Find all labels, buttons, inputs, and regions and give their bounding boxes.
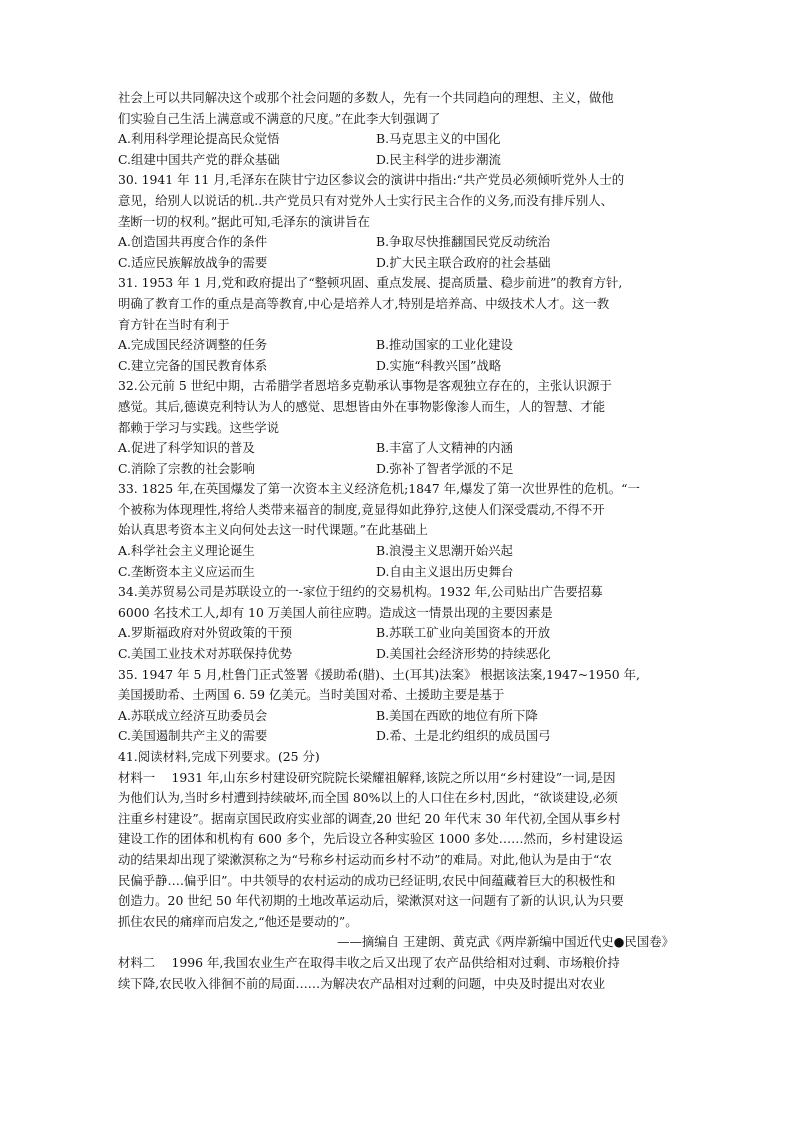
q35-option-b: B.美国在西欧的地位有所下降 <box>376 707 538 723</box>
q29-options-row-1 <box>118 129 678 150</box>
q33-options-row-2 <box>118 562 678 583</box>
q34-option-c: C.美国工业技术对苏联保持优势 <box>118 646 293 662</box>
q30-option-d: D.扩大民主联合政府的社会基础 <box>376 254 551 270</box>
q32-line-3: 都赖于学习与实践。这些学说 <box>118 419 280 435</box>
material1-line-5: 动的结果却出现了梁漱溟称之为“号称乡村运动而乡村不动”的难局。对此,他认为是由于“农 <box>118 851 612 867</box>
q35-option-a: A.苏联成立经济互助委员会 <box>118 707 268 723</box>
q33-option-c: C.垄断资本主义应运而生 <box>118 563 255 579</box>
q35-option-d: D.希、土是北约组织的成员国弓 <box>376 728 551 744</box>
q30-line-2: 意见，给别人以说话的机..共产党员只有对党外人士实行民主合作的义务,而没有排斥别人、 <box>118 192 614 208</box>
q34-line-2: 6000 名技术工人,却有 10 万美国人前往应聘。造成这一情景出现的主要因素是 <box>118 604 553 620</box>
q29-option-c: C.组建中国共产党的群众基础 <box>118 151 280 167</box>
q32-line-2: 感觉。其后,德谟克利特认为人的感觉、思想皆由外在事物影像渗人而生，人的智慧、才能 <box>118 398 606 414</box>
q33-options-row-1 <box>118 541 678 562</box>
q34-option-a: A.罗斯福政府对外贸政策的干预 <box>118 625 292 641</box>
q31-line-1: 31. 1953 年 1 月,党和政府提出了“整顿巩固、重点发展、提高质量、稳步前进”的教育方针, <box>118 275 623 291</box>
q32-line-1: 32.公元前 5 世纪中期，古希腊学者恩培多克勒承认事物是客观独立存在的，主张认识源于 <box>118 378 612 394</box>
q30-option-a: A.创造国共再度合作的条件 <box>118 234 268 250</box>
q34-option-b: B.苏联工矿业向美国资本的开放 <box>376 625 551 641</box>
intro-line-2: 们实验自己生活上满意或不满意的尺度。”在此李大钊强调了 <box>118 110 441 126</box>
q31-option-a: A.完成国民经济调整的任务 <box>118 337 268 353</box>
q31-option-c: C.建立完备的国民教育体系 <box>118 357 268 373</box>
q33-line-3: 始认真思考资本主义向何处去这一时代课题。”在此基础上 <box>118 522 428 538</box>
q31-option-d: D.实施“科教兴国”战略 <box>376 357 502 373</box>
exam-page <box>118 88 678 994</box>
q30-line-3: 垄断一切的权利。”据此可知,毛泽东的演讲旨在 <box>118 213 370 229</box>
material1-line-4: 建设工作的团体和机构有 600 多个，先后设立各种实验区 1000 多处……然而，乡村建设运 <box>118 831 623 847</box>
q29-option-b: B.马克思主义的中国化 <box>376 131 501 147</box>
q31-options-row-2 <box>118 356 678 377</box>
q32-option-d: D.弥补了智者学派的不足 <box>376 460 514 476</box>
q35-option-c: C.美国遏制共产主义的需要 <box>118 728 268 744</box>
q32-option-c: C.消除了宗教的社会影响 <box>118 460 255 476</box>
material1-line-3: 注重乡村建设”。据南京国民政府实业部的调查,20 世纪 20 年代末 30 年代初,全国从事乡村 <box>118 810 621 826</box>
q34-line-1: 34.美苏贸易公司是苏联设立的一-家位于纽约的交易机构。1932 年,公司贴出广告要招募 <box>118 584 603 600</box>
intro-line-1: 社会上可以共同解决这个或那个社会问题的多数人，先有一个共同趋向的理想、主义，做他 <box>118 90 614 105</box>
material2-line-1: 材料二 1996 年,我国农业生产在取得丰收之后又出现了农产品供给相对过剩、市场粮价持 <box>118 954 620 970</box>
q30-options-row-1 <box>118 232 678 253</box>
q41-heading: 41.阅读材料,完成下列要求。(25 分) <box>118 749 320 764</box>
q35-line-2: 美国援助希、土两国 6. 59 亿美元。当时美国对希、土援助主要是基于 <box>118 687 505 703</box>
q33-line-2: 个被称为体现理性,将给人类带来福音的制度,竟显得如此狰狞,这使人们深受震动,不得不开 <box>118 501 605 517</box>
q31-option-b: B.推动国家的工业化建设 <box>376 337 513 353</box>
q33-option-b: B.浪漫主义思潮开始兴起 <box>376 543 513 559</box>
material1-line-8: 抓住农民的痛痒而启发之,“他还是要动的”。 <box>118 913 358 929</box>
q32-option-b: B.丰富了人文精神的内涵 <box>376 440 513 456</box>
q34-options-row-2 <box>118 644 678 665</box>
q33-option-a: A.科学社会主义理论诞生 <box>118 543 255 559</box>
material1-line-6: 民偏乎静….偏乎旧”。中共领导的农村运动的成功已经证明,农民中间蕴藏着巨大的积极性和 <box>118 872 616 888</box>
q29-option-a: A.利用科学理论提高民众觉悟 <box>118 131 280 147</box>
q31-options-row-1 <box>118 335 678 356</box>
q32-option-a: A.促进了科学知识的普及 <box>118 440 255 456</box>
q32-options-row-1 <box>118 438 678 459</box>
q33-option-d: D.自由主义退出历史舞台 <box>376 563 514 579</box>
q35-options-row-1 <box>118 706 678 727</box>
q32-options-row-2 <box>118 459 678 480</box>
q30-option-b: B.争取尽快推翻国民党反动统治 <box>376 234 551 250</box>
q35-options-row-2 <box>118 726 678 747</box>
q29-options-row-2 <box>118 150 678 171</box>
material1-line-1: 材料一 1931 年,山东乡村建设研究院院长梁耀祖解释,该院之所以用“乡村建设”一词,是因 <box>118 769 616 785</box>
q31-line-2: 明确了教育工作的重点是高等教育,中心是培养人才,特别是培养高、中级技术人才。这一教 <box>118 295 610 311</box>
material1-source: ——摘编自 王建朗、黄克武《两岸新编中国近代史●民国卷》 <box>337 934 674 950</box>
q33-line-1: 33. 1825 年,在英国爆发了第一次资本主义经济危机;1847 年,爆发了第一次世界性的危机。“一 <box>118 481 640 497</box>
q30-options-row-2 <box>118 253 678 274</box>
q29-option-d: D.民主科学的进步潮流 <box>376 151 501 167</box>
q34-option-d: D.美国社会经济形势的持续恶化 <box>376 646 551 662</box>
material2-line-2: 续下降,农民收入徘徊不前的局面……为解决农产品相对过剩的问题，中央及时提出对农业 <box>118 975 606 991</box>
q30-line-1: 30. 1941 年 11 月,毛泽东在陕甘宁边区参议会的演讲中指出:“共产党员必须倾听党外人士的 <box>118 172 625 188</box>
q35-line-1: 35. 1947 年 5 月,杜鲁门正式签署《援助希(腊)、土(耳其)法案》 根据该法案,1947~1950 年, <box>118 666 640 682</box>
q34-options-row-1 <box>118 623 678 644</box>
q30-option-c: C.适应民族解放战争的需要 <box>118 254 268 270</box>
material1-line-7: 创造力。20 世纪 50 年代初期的土地改革运动后，梁漱溟对这一问题有了新的认识,认为只要 <box>118 893 624 909</box>
q31-line-3: 育方针在当时有利于 <box>118 316 230 332</box>
material1-line-2: 为他们认为,当时乡村遭到持续破坏,而全国 80%以上的人口住在乡村,因此，“欲谈建设,必须 <box>118 790 618 806</box>
